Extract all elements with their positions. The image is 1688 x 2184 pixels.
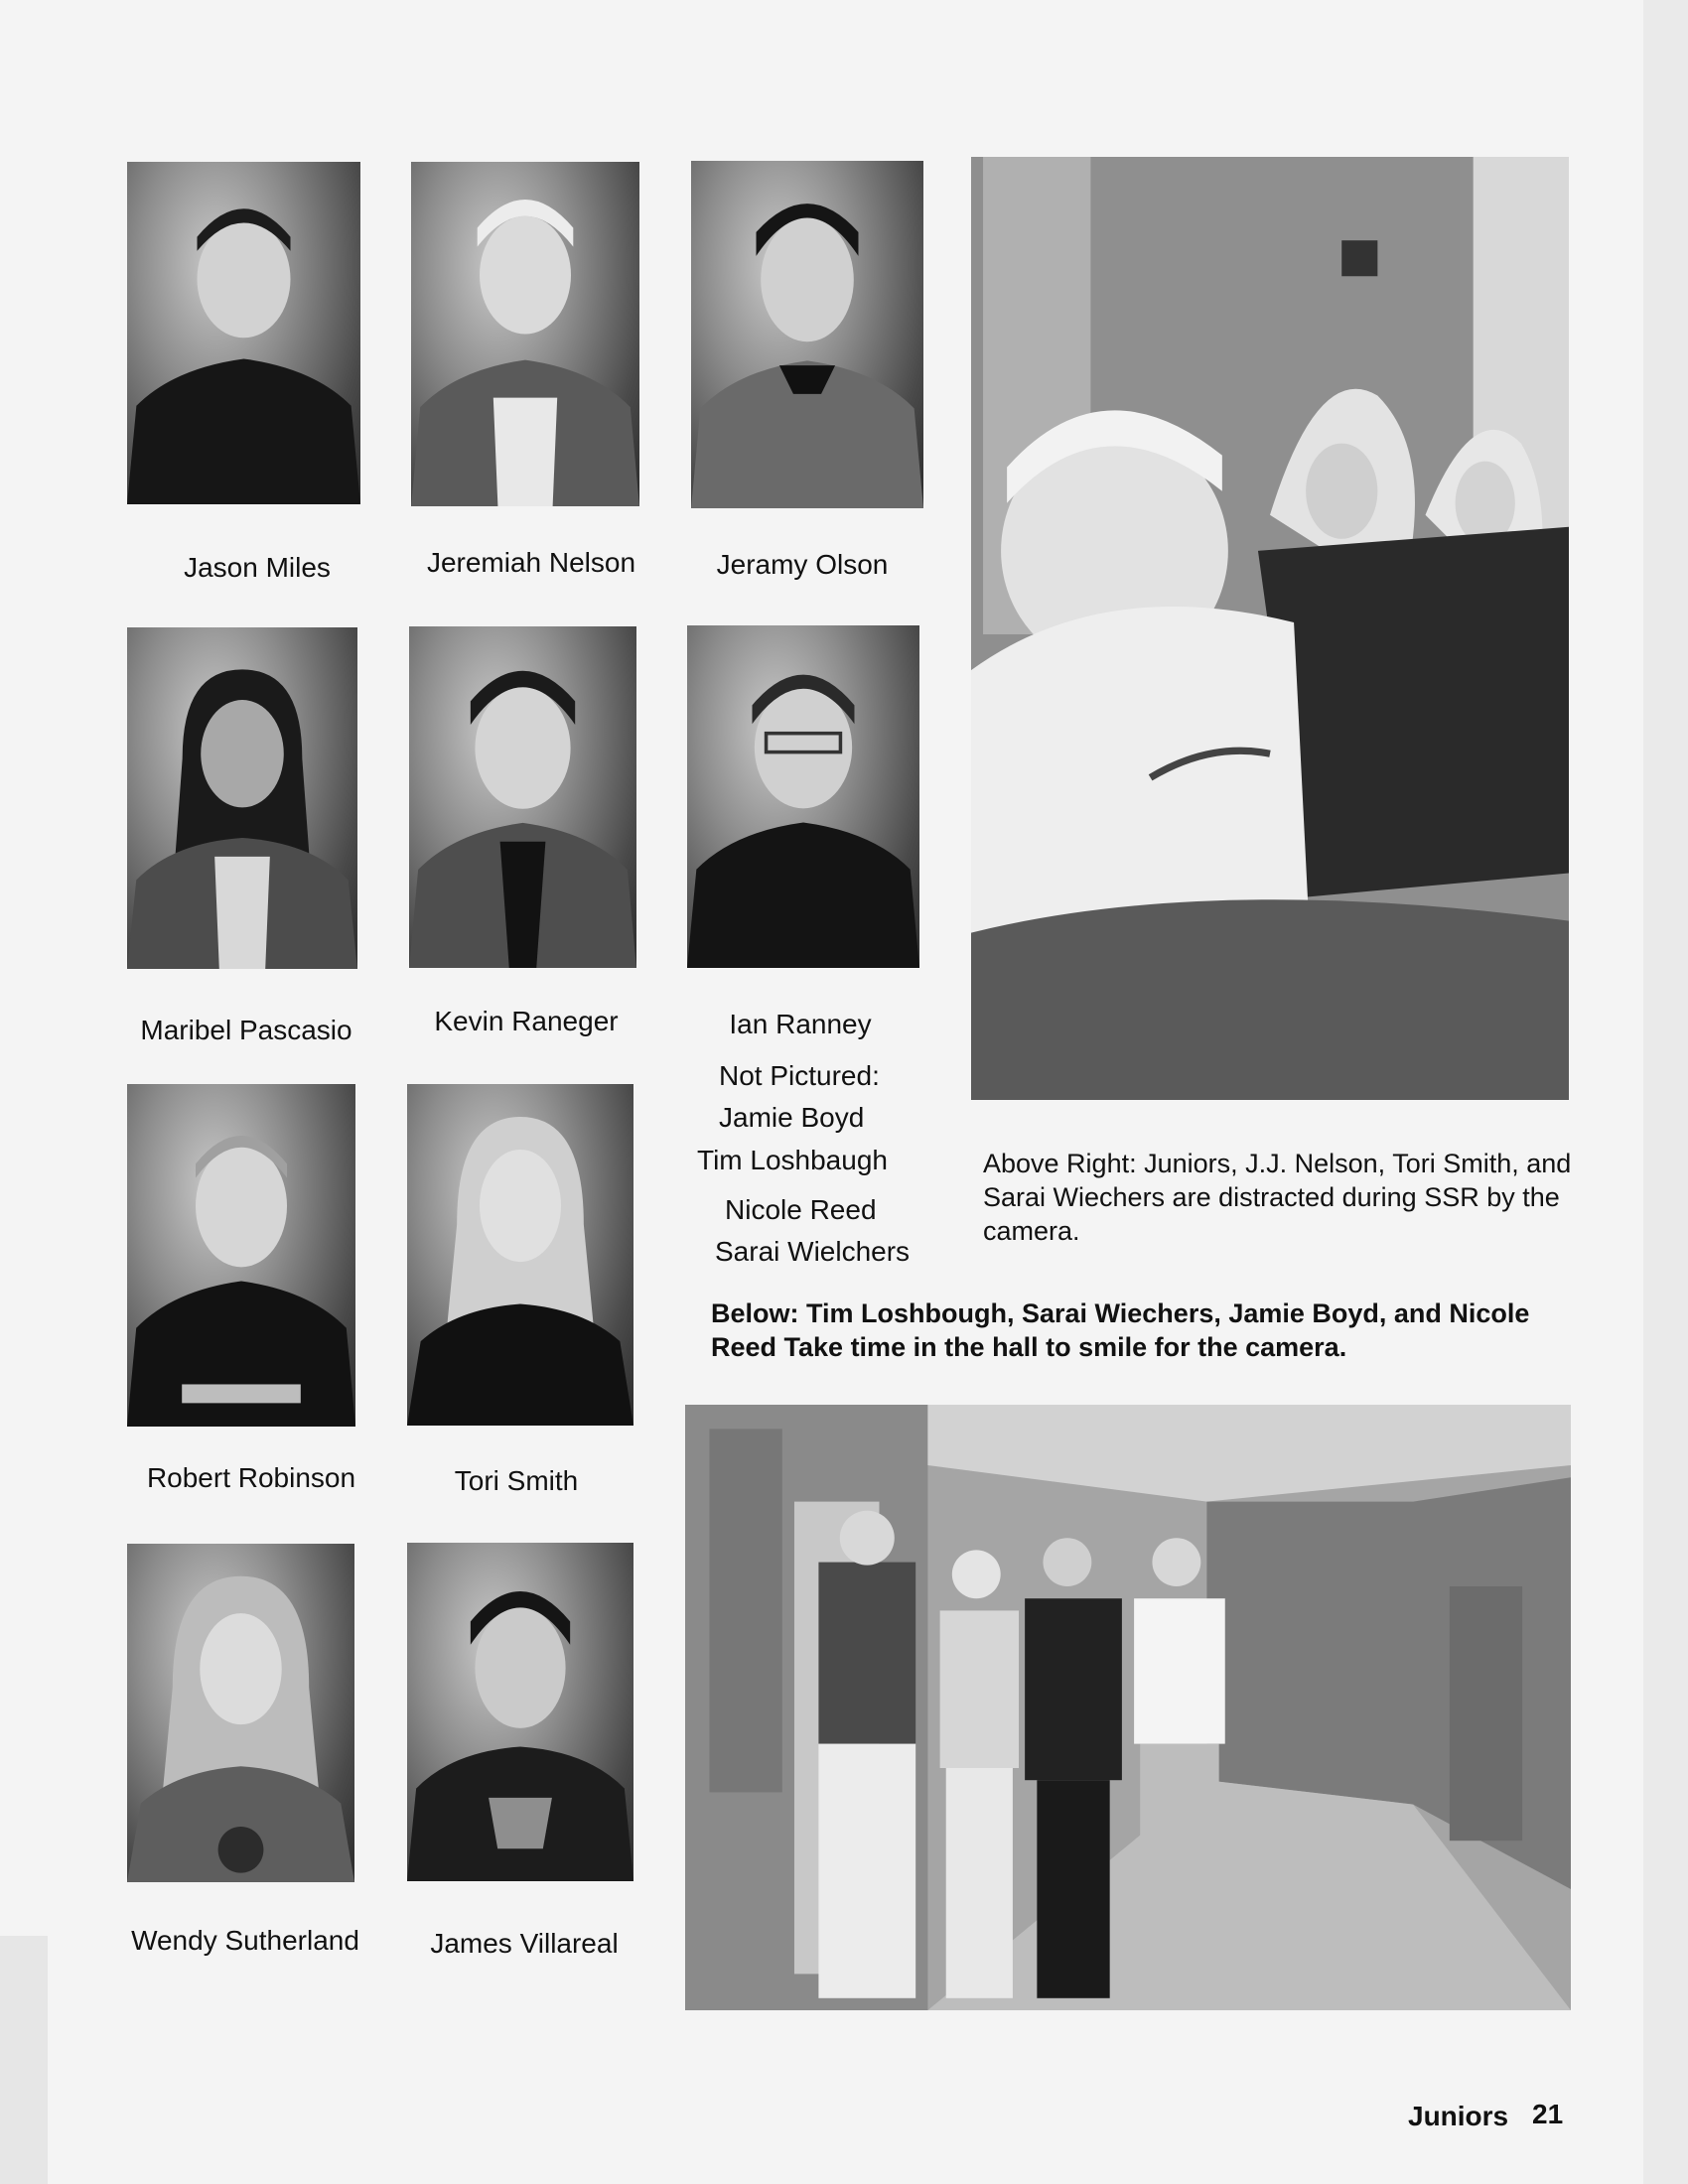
caption-below: Below: Tim Loshbough, Sarai Wiechers, Jamie Boyd, and Nicole Reed Take time in the hall to smile for the camera.	[711, 1298, 1530, 1362]
scan-corner	[0, 1936, 48, 2184]
scan-edge	[1643, 0, 1688, 2184]
portrait-name: Wendy Sutherland	[131, 1925, 359, 1956]
portrait-photo	[127, 627, 357, 969]
page-number: 21	[1532, 2099, 1564, 2129]
portrait-name: Tori Smith	[454, 1465, 579, 1496]
portrait-photo	[691, 161, 923, 508]
portrait-name: Jeremiah Nelson	[426, 547, 636, 578]
footer-section: Juniors	[1408, 2101, 1509, 2131]
caption-above-right: Above Right: Juniors, J.J. Nelson, Tori Smith, and Sarai Wiechers are distracted during SSR by the camera.	[983, 1149, 1572, 1246]
not-pictured-name: Nicole Reed	[725, 1194, 877, 1225]
portrait-name: Jason Miles	[184, 552, 331, 583]
candid-photo-ssr	[971, 157, 1569, 1100]
portrait-photo	[127, 162, 360, 504]
not-pictured-name: Jamie Boyd	[719, 1102, 865, 1133]
portrait-photo	[127, 1084, 355, 1427]
portrait-name: Robert Robinson	[146, 1462, 356, 1493]
not-pictured-name: Sarai Wielchers	[715, 1236, 911, 1267]
portrait-name: Ian Ranney	[729, 1009, 872, 1039]
not-pictured-name: Tim Loshbaugh	[697, 1145, 888, 1175]
portrait-name: James Villareal	[430, 1928, 619, 1959]
portrait-name: Jeramy Olson	[716, 549, 889, 580]
portrait-photo	[407, 1543, 633, 1881]
not-pictured-heading: Not Pictured:	[719, 1060, 880, 1091]
portrait-photo	[127, 1544, 354, 1882]
portrait-name: Kevin Raneger	[434, 1006, 619, 1036]
portrait-photo	[411, 162, 639, 506]
hallway-photo	[685, 1405, 1571, 2010]
portrait-photo	[407, 1084, 633, 1426]
portrait-photo	[687, 625, 919, 968]
portrait-name: Maribel Pascasio	[140, 1015, 352, 1045]
portrait-photo	[409, 626, 636, 968]
